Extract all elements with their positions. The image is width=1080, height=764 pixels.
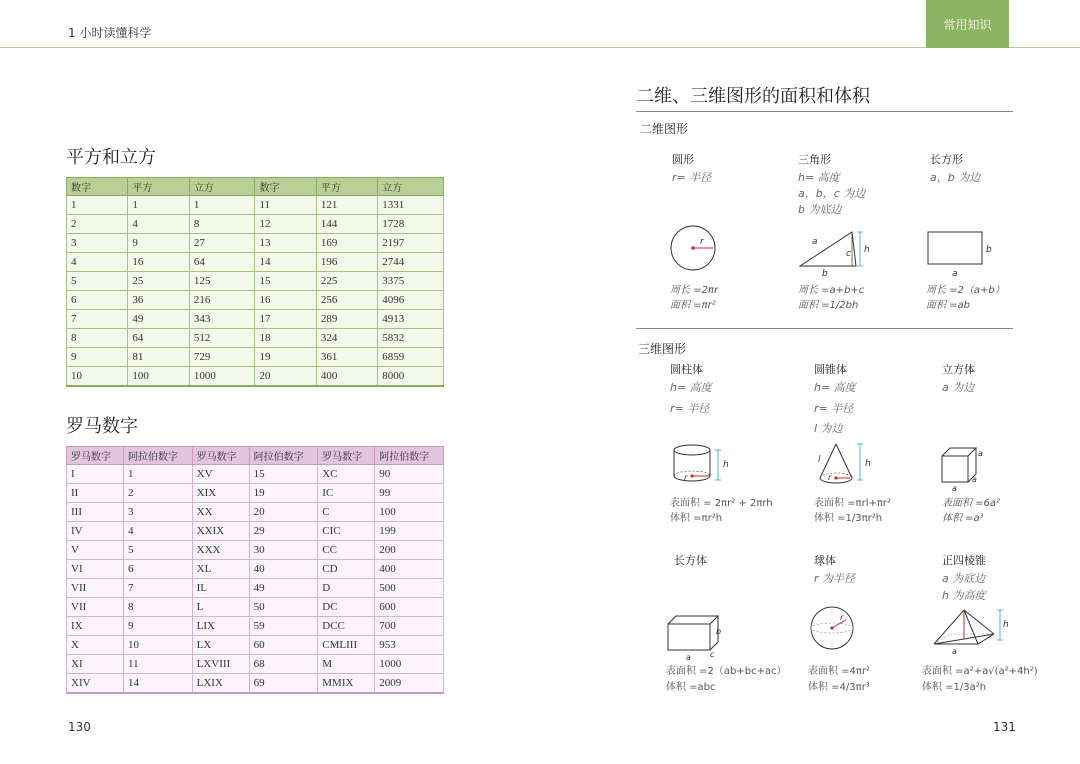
table-cell: 59	[249, 617, 318, 636]
table-cell: MMIX	[318, 674, 375, 694]
table-row	[67, 636, 444, 655]
table-cell: 10	[67, 367, 128, 387]
table-cell: 8	[67, 329, 128, 348]
table-cell: 3	[67, 234, 128, 253]
table-cell: 90	[375, 465, 444, 484]
table-cell: 700	[375, 617, 444, 636]
table-cell: M	[318, 655, 375, 674]
table-row	[67, 674, 444, 694]
cone-surface: 表面积 =πrl+πr²	[814, 498, 891, 509]
table-cell: 68	[249, 655, 318, 674]
table-cell: 199	[375, 522, 444, 541]
side-b-label: b	[986, 245, 992, 255]
table-cell: 2009	[375, 674, 444, 694]
table-row	[67, 253, 444, 272]
table-cell: III	[67, 503, 124, 522]
table-cell: XIX	[192, 484, 249, 503]
column-header: 罗马数字	[192, 447, 249, 465]
table-cell: L	[192, 598, 249, 617]
table-row	[67, 484, 444, 503]
section-rule	[636, 328, 1013, 329]
table-cell: 4913	[378, 310, 444, 329]
table-cell: 1331	[378, 196, 444, 215]
column-header: 阿拉伯数字	[375, 447, 444, 465]
table-cell: 16	[255, 291, 316, 310]
table-row	[67, 272, 444, 291]
table-cell: 25	[128, 272, 189, 291]
cuboid-volume: 体积 =abc	[666, 682, 716, 693]
radius-label: r	[700, 237, 704, 247]
cuboid-figure	[664, 614, 734, 660]
table-row	[67, 329, 444, 348]
section-tab	[926, 0, 1009, 48]
cylinder-name: 圆柱体	[670, 363, 703, 376]
table-cell: 196	[316, 253, 377, 272]
sphere-def: r 为半径	[814, 572, 856, 585]
table-cell: 15	[249, 465, 318, 484]
table-cell: 2197	[378, 234, 444, 253]
table-cell: 60	[249, 636, 318, 655]
cylinder-surface: 表面积 = 2πr² + 2πrh	[670, 498, 773, 509]
table-cell: 10	[124, 636, 193, 655]
table-cell: VII	[67, 598, 124, 617]
height-label: h	[865, 459, 871, 469]
rectangle-name: 长方形	[930, 153, 963, 166]
triangle-def-1: h= 高度	[798, 171, 840, 184]
edge-c-label: c	[710, 650, 715, 659]
table-row	[67, 617, 444, 636]
cone-def-2: r= 半径	[814, 402, 854, 415]
title-rule	[636, 111, 1013, 112]
table-cell: 5	[124, 541, 193, 560]
table-cell: 64	[128, 329, 189, 348]
cube-def: a 为边	[942, 381, 975, 394]
triangle-perimeter: 周长 =a+b+c	[798, 285, 865, 296]
triangle-def-3: b 为底边	[798, 203, 842, 216]
column-header: 罗马数字	[67, 447, 124, 465]
table-cell: 9	[67, 348, 128, 367]
table-cell: 4	[67, 253, 128, 272]
table-row	[67, 522, 444, 541]
table-row	[67, 465, 444, 484]
table-cell: LXVIII	[192, 655, 249, 674]
table-row	[67, 291, 444, 310]
base-a-label: a	[952, 647, 957, 656]
cylinder-def-2: r= 半径	[670, 402, 710, 415]
table-cell: 1728	[378, 215, 444, 234]
cube-surface: 表面积 =6a²	[942, 498, 1001, 509]
column-header: 罗马数字	[318, 447, 375, 465]
table-cell: 600	[375, 598, 444, 617]
table-cell: 324	[316, 329, 377, 348]
table-cell: V	[67, 541, 124, 560]
table-cell: IV	[67, 522, 124, 541]
pyramid-figure	[928, 606, 1012, 658]
side-a-label: a	[952, 269, 958, 279]
table-cell: 15	[255, 272, 316, 291]
table-row	[67, 196, 444, 215]
table-cell: 9	[128, 234, 189, 253]
table-row	[67, 215, 444, 234]
table-cell: C	[318, 503, 375, 522]
table-cell: 5832	[378, 329, 444, 348]
table-cell: X	[67, 636, 124, 655]
table-row	[67, 234, 444, 253]
table-cell: 2744	[378, 253, 444, 272]
page-number-right: 131	[993, 720, 1016, 734]
edge-a-label: a	[686, 653, 691, 662]
cuboid-surface: 表面积 =2（ab+bc+ac）	[666, 666, 787, 677]
table-cell: IL	[192, 579, 249, 598]
squares-cubes-table	[66, 177, 444, 387]
table-cell: 225	[316, 272, 377, 291]
table-row	[67, 367, 444, 387]
table-cell: 400	[375, 560, 444, 579]
table-cell: XC	[318, 465, 375, 484]
radius-label: r	[684, 473, 688, 482]
table-cell: 8	[124, 598, 193, 617]
pyramid-volume: 体积 =1/3a²h	[922, 682, 987, 693]
table-cell: 20	[255, 367, 316, 387]
table-row	[67, 560, 444, 579]
table-cell: XXIX	[192, 522, 249, 541]
table-cell: 36	[128, 291, 189, 310]
2d-shapes-label: 二维图形	[640, 122, 689, 136]
table-cell: 9	[124, 617, 193, 636]
table-cell: XL	[192, 560, 249, 579]
pyramid-surface: 表面积 =a²+a√(a²+4h²)	[922, 666, 1038, 677]
table-cell: D	[318, 579, 375, 598]
table-cell: CD	[318, 560, 375, 579]
table-cell: 7	[67, 310, 128, 329]
column-header: 阿拉伯数字	[249, 447, 318, 465]
pyramid-def-2: h 为高度	[942, 589, 986, 602]
column-header: 立方	[189, 178, 255, 196]
sphere-volume: 体积 =4/3πr³	[808, 682, 870, 693]
table-cell: LX	[192, 636, 249, 655]
table-cell: 27	[189, 234, 255, 253]
table-cell: 500	[375, 579, 444, 598]
header-divider	[0, 47, 1080, 48]
table-cell: 99	[375, 484, 444, 503]
cube-name: 立方体	[942, 363, 975, 376]
table-cell: CMLIII	[318, 636, 375, 655]
table-cell: 1	[124, 465, 193, 484]
table-cell: 16	[128, 253, 189, 272]
cone-figure	[810, 440, 880, 492]
column-header: 数字	[67, 178, 128, 196]
table-cell: 6	[67, 291, 128, 310]
table-cell: 512	[189, 329, 255, 348]
table-cell: 729	[189, 348, 255, 367]
table-cell: XI	[67, 655, 124, 674]
table-cell: 343	[189, 310, 255, 329]
table-cell: 169	[316, 234, 377, 253]
table-cell: VI	[67, 560, 124, 579]
table-cell: 200	[375, 541, 444, 560]
table-cell: 19	[249, 484, 318, 503]
table-cell: CC	[318, 541, 375, 560]
cube-volume: 体积 =a³	[942, 513, 984, 524]
table-cell: 2	[67, 215, 128, 234]
table-cell: 69	[249, 674, 318, 694]
height-label: h	[1003, 620, 1009, 630]
table-cell: XV	[192, 465, 249, 484]
edge-a-label: a	[952, 484, 957, 493]
table-cell: 19	[255, 348, 316, 367]
triangle-area: 面积 =1/2bh	[798, 300, 859, 311]
table-cell: 1000	[375, 655, 444, 674]
table-cell: 361	[316, 348, 377, 367]
column-header: 立方	[378, 178, 444, 196]
cylinder-figure	[668, 442, 738, 492]
shapes-title: 二维、三维图形的面积和体积	[636, 86, 870, 107]
table-cell: 6	[124, 560, 193, 579]
height-label: h	[864, 245, 870, 255]
radius-label: r	[828, 473, 832, 482]
table-cell: XXX	[192, 541, 249, 560]
rectangle-figure	[924, 228, 1004, 278]
squares-cubes-title: 平方和立方	[66, 147, 156, 168]
cone-volume: 体积 =1/3πr²h	[814, 513, 883, 524]
table-cell: 64	[189, 253, 255, 272]
edge-b-label: b	[716, 627, 722, 636]
table-row	[67, 598, 444, 617]
table-cell: 3375	[378, 272, 444, 291]
table-cell: 2	[124, 484, 193, 503]
sphere-figure	[808, 606, 860, 654]
table-cell: LIX	[192, 617, 249, 636]
table-cell: 4	[124, 522, 193, 541]
table-cell: VII	[67, 579, 124, 598]
table-row	[67, 348, 444, 367]
triangle-figure	[796, 228, 876, 278]
circle-area: 面积 =πr²	[670, 300, 716, 311]
table-cell: 49	[249, 579, 318, 598]
table-cell: 50	[249, 598, 318, 617]
rectangle-perimeter: 周长 =2（a+b）	[926, 285, 1005, 296]
table-cell: 4	[128, 215, 189, 234]
table-cell: 8	[189, 215, 255, 234]
table-cell: DCC	[318, 617, 375, 636]
circle-figure	[666, 224, 726, 274]
sphere-surface: 表面积 =4πr²	[808, 666, 871, 677]
side-a-label: a	[812, 237, 818, 247]
sphere-name: 球体	[814, 554, 836, 567]
pyramid-name: 正四棱锥	[942, 554, 986, 567]
table-cell: XIV	[67, 674, 124, 694]
table-row	[67, 310, 444, 329]
table-cell: 49	[128, 310, 189, 329]
table-cell: 14	[255, 253, 316, 272]
table-cell: DC	[318, 598, 375, 617]
cone-def-3: l 为边	[814, 422, 843, 435]
circle-def: r= 半径	[672, 171, 712, 184]
table-header-row	[67, 178, 444, 196]
triangle-def-2: a，b，c 为边	[798, 187, 866, 200]
table-cell: 121	[316, 196, 377, 215]
roman-numerals-title: 罗马数字	[66, 416, 138, 437]
page-number-left: 130	[68, 720, 91, 734]
slant-l-label: l	[818, 455, 821, 465]
table-cell: CIC	[318, 522, 375, 541]
table-cell: 18	[255, 329, 316, 348]
cylinder-def-1: h= 高度	[670, 381, 712, 394]
table-cell: 13	[255, 234, 316, 253]
table-cell: 8000	[378, 367, 444, 387]
column-header: 平方	[316, 178, 377, 196]
radius-label: r	[840, 613, 844, 622]
side-c-label: c	[846, 249, 851, 259]
table-cell: II	[67, 484, 124, 503]
circle-perimeter: 周长 =2πr	[670, 285, 719, 296]
edge-a-label: a	[978, 449, 983, 458]
table-row	[67, 503, 444, 522]
table-cell: 3	[124, 503, 193, 522]
table-cell: 1	[67, 196, 128, 215]
table-cell: 125	[189, 272, 255, 291]
table-cell: 14	[124, 674, 193, 694]
table-cell: 11	[255, 196, 316, 215]
table-cell: 30	[249, 541, 318, 560]
table-cell: 400	[316, 367, 377, 387]
table-cell: 40	[249, 560, 318, 579]
pyramid-def-1: a 为底边	[942, 572, 986, 585]
table-header-row	[67, 447, 444, 465]
table-cell: 5	[67, 272, 128, 291]
table-cell: I	[67, 465, 124, 484]
table-row	[67, 541, 444, 560]
table-cell: 100	[128, 367, 189, 387]
table-cell: XX	[192, 503, 249, 522]
edge-a-label: a	[972, 475, 977, 484]
column-header: 平方	[128, 178, 189, 196]
table-cell: 144	[316, 215, 377, 234]
circle-name: 圆形	[672, 153, 694, 166]
table-cell: IX	[67, 617, 124, 636]
table-cell: 1	[128, 196, 189, 215]
table-cell: 1	[189, 196, 255, 215]
table-cell: 6859	[378, 348, 444, 367]
table-cell: IC	[318, 484, 375, 503]
rectangle-area: 面积 =ab	[926, 300, 971, 311]
rectangle-def: a，b 为边	[930, 171, 981, 184]
table-cell: 216	[189, 291, 255, 310]
3d-shapes-label: 三维图形	[638, 342, 687, 356]
column-header: 数字	[255, 178, 316, 196]
roman-numerals-table	[66, 446, 444, 694]
table-cell: 29	[249, 522, 318, 541]
table-cell: 100	[375, 503, 444, 522]
table-cell: 17	[255, 310, 316, 329]
cylinder-volume: 体积 =πr²h	[670, 513, 723, 524]
table-cell: 20	[249, 503, 318, 522]
cube-figure	[938, 444, 998, 492]
table-cell: 256	[316, 291, 377, 310]
section-tab-label: 常用知识	[943, 17, 992, 32]
table-cell: 11	[124, 655, 193, 674]
table-row	[67, 655, 444, 674]
table-cell: 953	[375, 636, 444, 655]
base-b-label: b	[822, 269, 828, 279]
table-row	[67, 579, 444, 598]
table-cell: 12	[255, 215, 316, 234]
cone-def-1: h= 高度	[814, 381, 856, 394]
cone-name: 圆锥体	[814, 363, 847, 376]
table-cell: 289	[316, 310, 377, 329]
cuboid-name: 长方体	[674, 554, 707, 567]
column-header: 阿拉伯数字	[124, 447, 193, 465]
table-cell: 7	[124, 579, 193, 598]
table-cell: 4096	[378, 291, 444, 310]
triangle-name: 三角形	[798, 153, 831, 166]
table-cell: 1000	[189, 367, 255, 387]
table-cell: 81	[128, 348, 189, 367]
book-title: 1 小时读懂科学	[68, 26, 152, 40]
table-cell: LXIX	[192, 674, 249, 694]
height-label: h	[723, 460, 729, 470]
